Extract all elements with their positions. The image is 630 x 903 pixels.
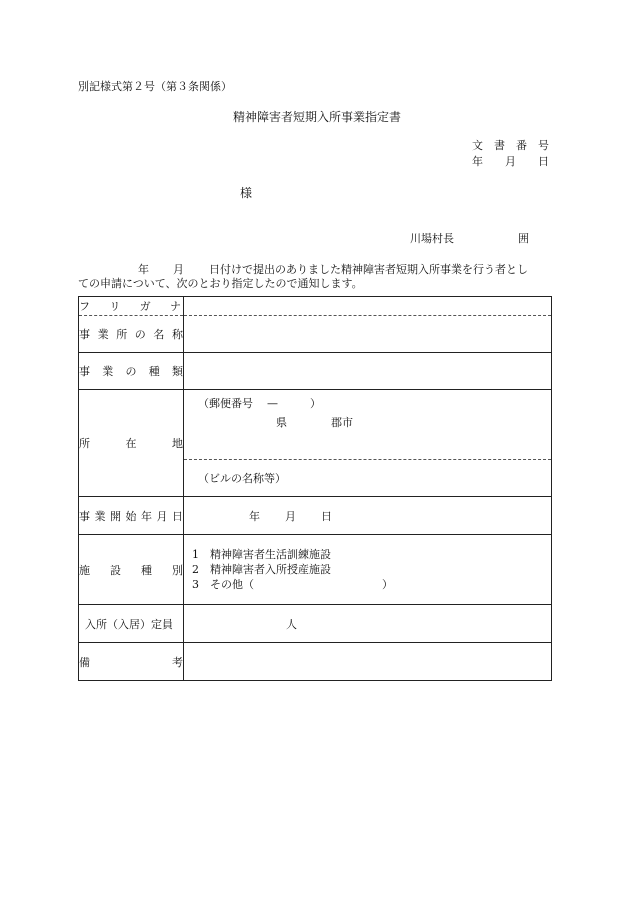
building-name[interactable]: （ビルの名称等） [184, 460, 552, 497]
location-row-upper [79, 390, 552, 460]
issue-date-label: 年 月 日 [472, 155, 549, 168]
start-year: 年 [249, 509, 260, 523]
intro-year: 年 [138, 263, 149, 276]
start-day: 日 [321, 509, 332, 523]
office-name-value[interactable] [184, 316, 552, 353]
remarks-row [79, 643, 552, 681]
business-type-row [79, 353, 552, 390]
start-date-label: 事 業 開 始 年 月 日 [79, 497, 184, 535]
designation-table [78, 296, 552, 681]
facility-option-3: 3 その他（ [192, 578, 254, 591]
capacity-label: 入所（入居）定員 [79, 605, 184, 643]
facility-option-1: 1 精神障害者生活訓練施設 [192, 548, 331, 561]
start-date-value[interactable] [184, 497, 552, 535]
location-label: 所 在 地 [79, 390, 184, 497]
city-label: 郡市 [331, 416, 353, 429]
facility-type-options[interactable] [184, 535, 552, 605]
location-address[interactable] [184, 390, 552, 460]
seal-mark: 囲 [518, 232, 529, 245]
business-type-label: 事 業 の 種 類 [79, 353, 184, 390]
office-name-label: 事 業 所 の 名 称 [79, 316, 184, 353]
remarks-label: 備 考 [79, 643, 184, 681]
intro-month: 月 [173, 263, 184, 276]
facility-type-row [79, 535, 552, 605]
postal-close: ） [310, 397, 321, 410]
start-date-row [79, 497, 552, 535]
capacity-value[interactable] [184, 605, 552, 643]
office-name-row [79, 316, 552, 353]
facility-type-label: 施 設 種 別 [79, 535, 184, 605]
postal-open: （郵便番号 [198, 397, 253, 410]
facility-option-2: 2 精神障害者入所授産施設 [192, 563, 331, 576]
remarks-value[interactable] [184, 643, 552, 681]
issuer-name: 川場村長 [410, 232, 454, 245]
postal-dash: — [267, 397, 278, 410]
furigana-value[interactable] [184, 297, 552, 316]
form-reference: 別記様式第２号（第３条関係） [78, 80, 232, 93]
document-title: 精神障害者短期入所事業指定書 [233, 110, 402, 124]
intro-line2: ての申請について、次のとおり指定したので通知します。 [78, 277, 363, 290]
prefecture-label: 県 [276, 416, 287, 429]
document-number-label: 文 書 番 号 [472, 139, 549, 152]
facility-option-3-close: ） [382, 578, 393, 591]
business-type-value[interactable] [184, 353, 552, 390]
capacity-unit: 人 [286, 617, 297, 631]
capacity-row [79, 605, 552, 643]
intro-line1: 日付けで提出のありました精神障害者短期入所事業を行う者とし [209, 263, 528, 276]
furigana-row [79, 297, 552, 316]
furigana-label: フ リ ガ ナ [79, 297, 184, 316]
addressee-honorific: 様 [240, 186, 253, 200]
start-month: 月 [285, 509, 296, 523]
